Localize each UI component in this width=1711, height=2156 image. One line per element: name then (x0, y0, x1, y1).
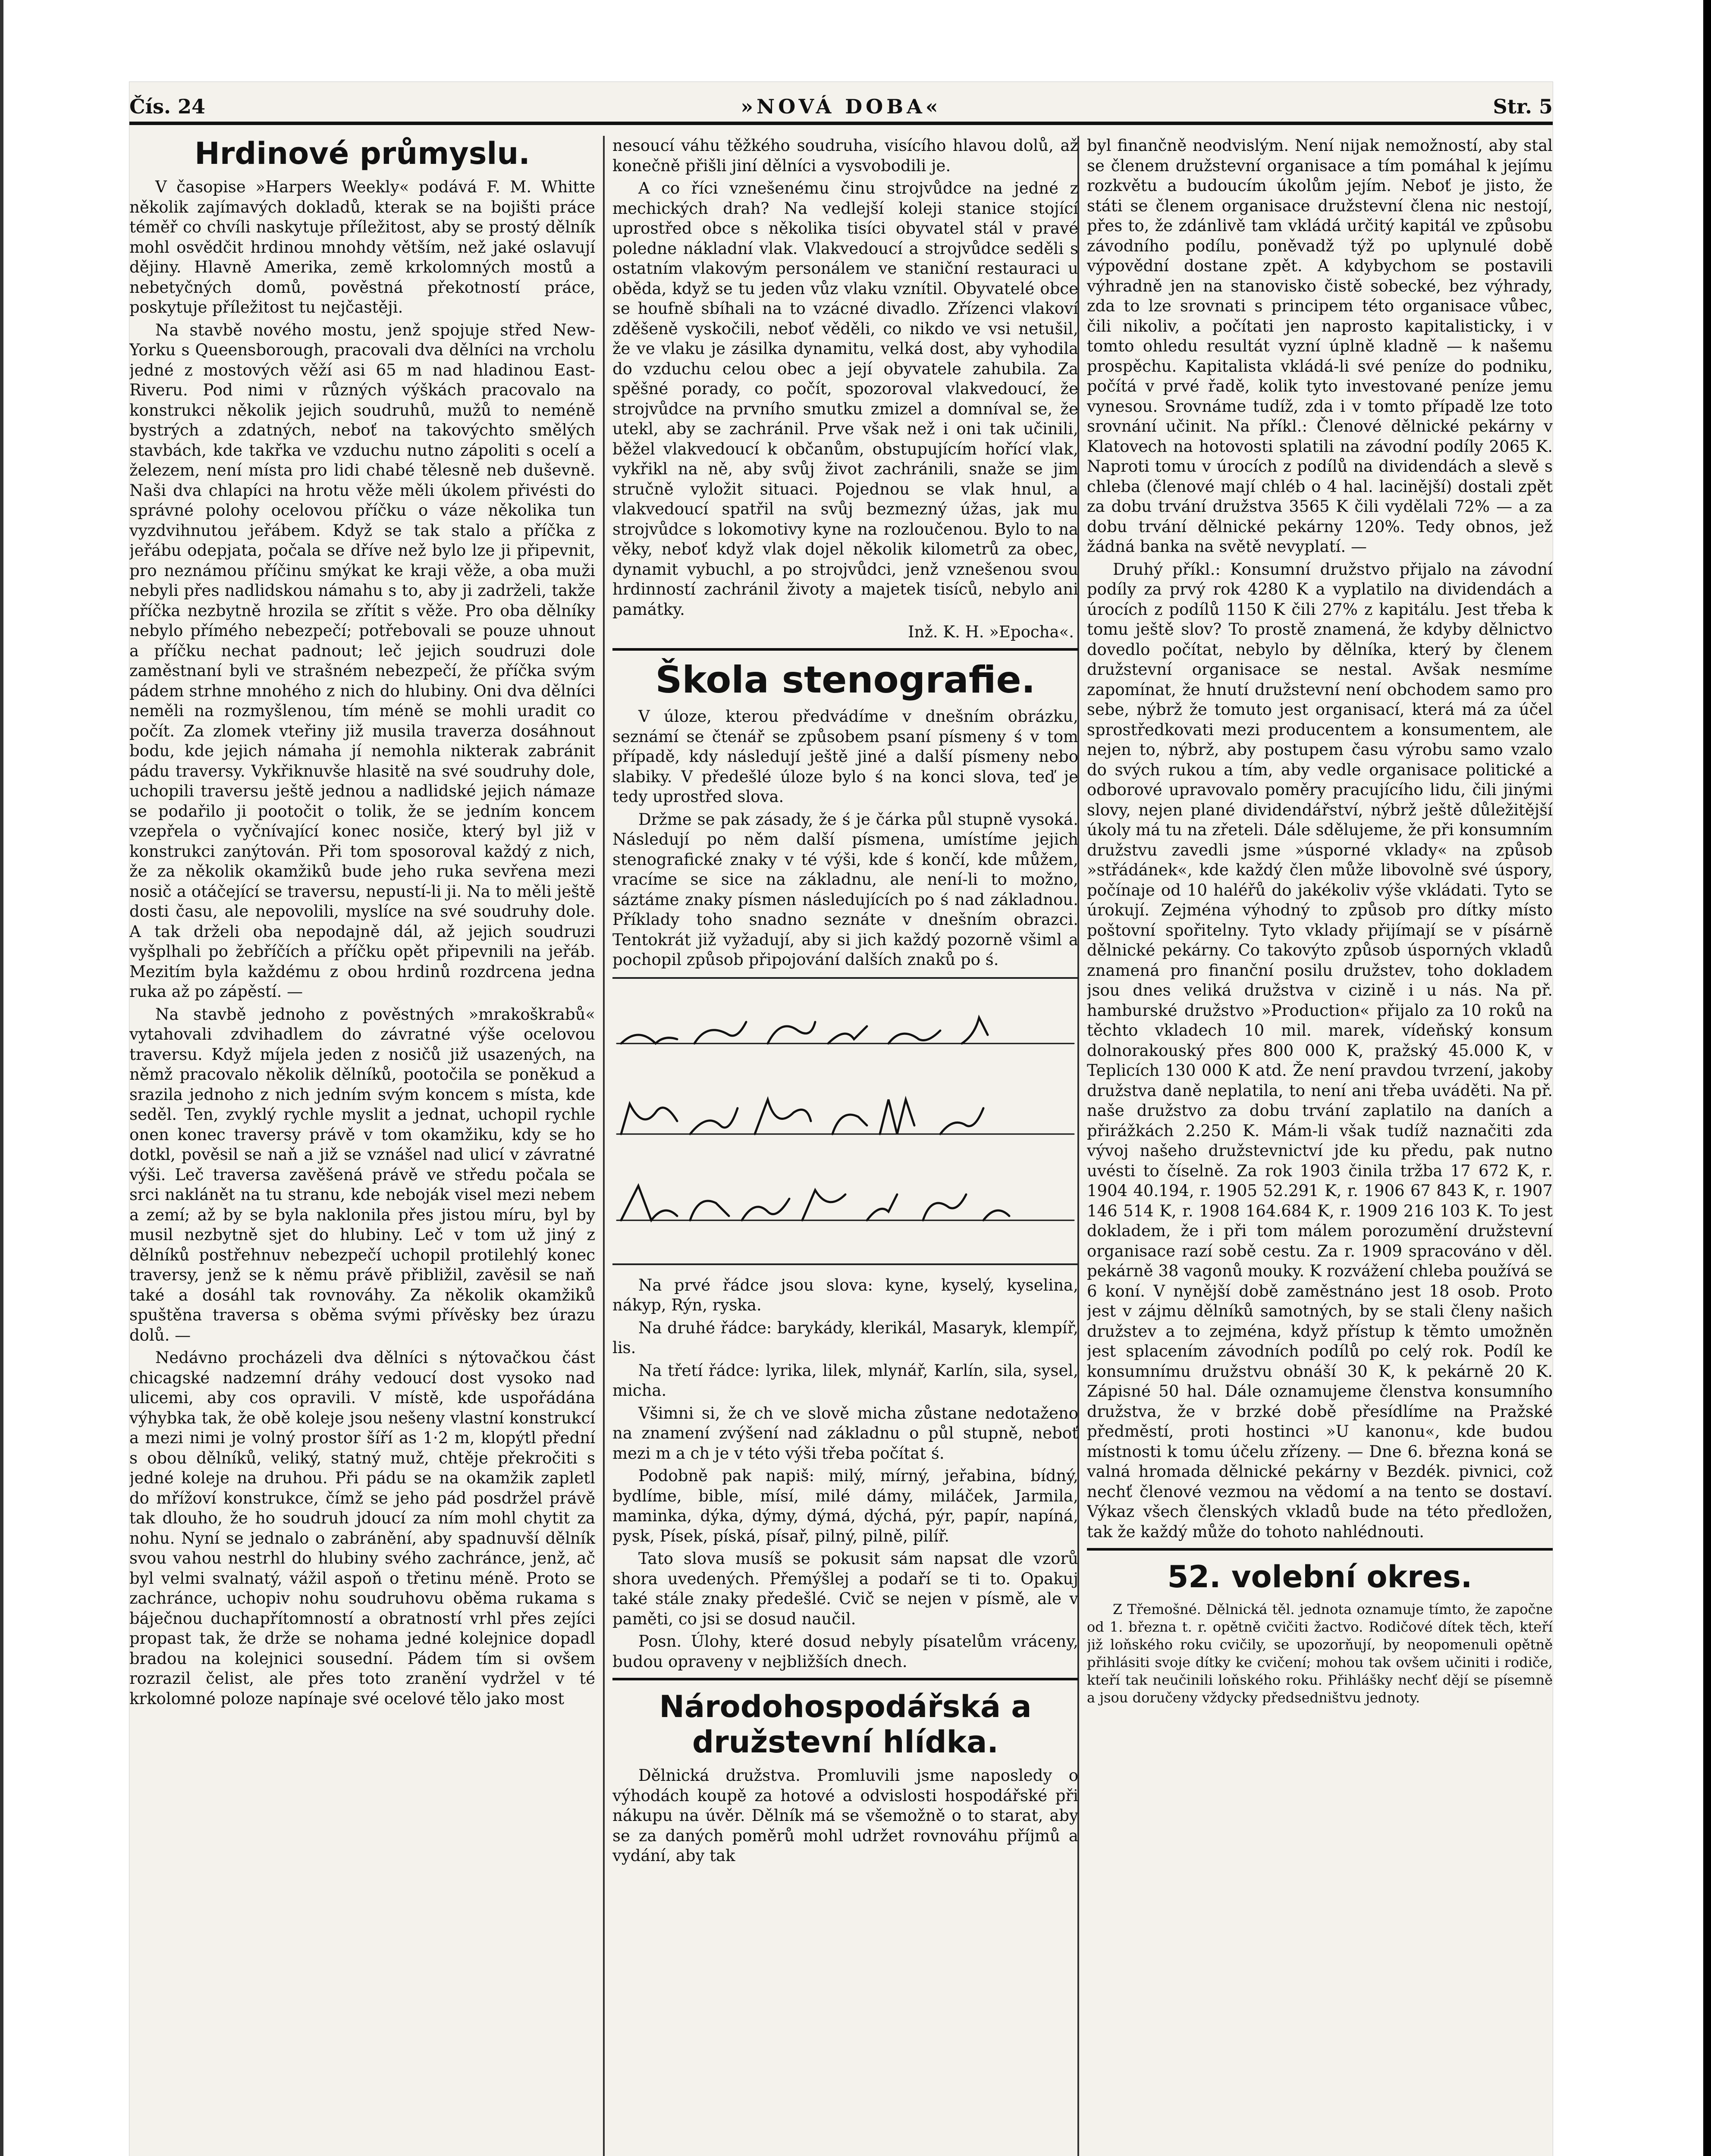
article-paragraph: Všimni si, že ch ve slově micha zůstane nedotaženo na znamení zvýšení nad základnu o půl stupně, neboť mezi m a ch je v této výši třeba počítat ś. (612, 1404, 1078, 1463)
column-1 (129, 136, 595, 2156)
section-divider (1087, 1548, 1553, 1551)
newspaper-name: »NOVÁ DOBA« (741, 95, 942, 118)
column-2 (612, 136, 1078, 2156)
section-title-volebni-okres: 52. volební okres. (1167, 1559, 1472, 1595)
issue-number: Čís. 24 (129, 95, 206, 118)
article-paragraph: Nedávno procházeli dva dělníci s nýtovačkou část chicagské nadzemní dráhy vedoucí dost vysoko nad ulicemi, aby cos opravili. V místě, kde uspořádána výhybka tak, že obě koleje jsou nešeny vlastní konstrukcí a mezi nimi je volný prostor šíří as 1·2 m, klopýtl přední s obou dělníků, veliký, statný muž, chtěje překročiti s jedné koleje na druhou. Při pádu se na okamžik zapletl do mřížoví konstrukce, čímž se jeho pád posdržel právě tak dlouho, že ho soudruh jdoucí za ním mohl chytit za nohu. Nyní se jednalo o zabránění, aby spadnuvší dělník svou vahou nestrhl do hlubiny svého zachránce, jenž, ač byl velmi svalnatý, vážil aspoň o třetinu méně. Proto se zachránce, uchopiv nohu soudruhovu oběma rukama s báječnou duchapřítomností a obratností vrhl přes zejíci propast tak, že drže se nohama jedné kolejnice dopadl bradou na kolejnici sousední. Pádem tím si ovšem rozrazil čelist, ale přes toto zranění vydržel v té krkolomné poloze napínaje své ocelové tělo jako most (129, 1348, 595, 1708)
article-signature: Inž. K. H. »Epocha«. (907, 623, 1074, 641)
article-paragraph: nesoucí váhu těžkého soudruha, visícího hlavou dolů, až konečně přišli jiní dělníci a vysvobodili je. (612, 136, 1078, 175)
page-number: Str. 5 (1493, 95, 1553, 118)
page-header (129, 95, 1553, 125)
article-paragraph: Na třetí řádce: lyrika, lilek, mlynář, Karlín, sila, sysel, micha. (612, 1361, 1078, 1400)
article-paragraph: V časopise »Harpers Weekly« podává F. M. Whitte několik zajímavých dokladů, kterak se na bojišti práce téměř co chvíli naskytuje příležitost, aby se prostý dělník mohl osvědčit hrdinou mnohdy větším, než jaké oslavují dějiny. Hlavně Amerika, země krkolomných mostů a nebetyčných domů, pověstná překotností práce, poskytuje příležitost tu nejčastěji. (129, 178, 595, 317)
steno-row-3-strokes (621, 1186, 1009, 1220)
article-paragraph: Držme se pak zásady, že ś je čárka půl stupně vysoká. Následují po něm další písmena, umístíme jejich stenografické znaky v té výši, kde ś končí, kde můžem, vracíme se sice na základnu, ale není-li to možno, sáztáme znaky písmen následujících po ś nad základnou. Příklady toho snadno seznáte v dnešním obrazci. Tentokrát již vyžadují, aby si jich každý pozorně všiml a pochopil způsob připojování dalších znaků po ś. (612, 810, 1078, 969)
section-title-stenografie: Škola stenografie. (655, 658, 1036, 702)
section-divider (612, 1678, 1078, 1680)
stenography-strokes-svg (612, 979, 1078, 1263)
section-title-narodohospodarska: Národohospodářská a družstevní hlídka. (659, 1689, 1032, 1760)
newspaper-page (129, 82, 1553, 2156)
stenography-illustration (612, 977, 1078, 1265)
article-paragraph: Na druhé řádce: barykády, klerikál, Masaryk, klempíř, lis. (612, 1318, 1078, 1357)
header-rule (129, 122, 1553, 125)
article-paragraph: Tato slova musíš se pokusit sám napsat dle vzorů shora uvedených. Přemýšlej a podaří se ti to. Opakuj také stále znaky předešlé. Cvič se nejen v písmě, ale v paměti, co jsi se dosud naučil. (612, 1549, 1078, 1628)
district-news (1087, 1601, 1553, 1707)
article-paragraph: Dělnická družstva. Promluvili jsme naposledy o výhodách koupě za hotové a odvislosti hospodářské při nákupu na úvěr. Dělník má se všemožně o to starat, aby se za daných poměrů mohl udržet rovnováhu příjmů a vydání, aby tak (612, 1766, 1078, 1865)
column-3 (1087, 136, 1553, 2156)
article-paragraph: A co říci vznešenému činu strojvůdce na jedné z mechických drah? Na vedlejší koleji stanice stojící uprostřed obce s několika tisíci obyvatel stál v pravé poledne nákladní vlak. Vlakvedoucí a strojvůdce seděli s ostatním vlakovým personálem ve staniční restauraci u oběda, když se tu jeden vůz vlaku vznítil. Obyvatelé obce se houfně sbíhali na to vzácné divadlo. Zřízenci vlakoví zděšeně vyskočili, neboť věděli, co nikdo ve vsi netušil, že ve vlaku je zásilka dynamitu, velká dost, aby vyhodila do vzduchu celou obec a její obyvatele zahubila. Za spěšné porady, co počít, spozoroval vlakvedoucí, že strojvůdce na prvního smutku zmizel a domníval se, že utekl, aby se zachránil. Prve však než i oni tak učinili, běžel vlakvedoucí k občanům, obstupujícím hořící vlak, vykřikl na ně, aby svůj život zachránili, snaže se jim stručně vyložit situaci. Pojednou se vlak hnul, a vlakvedoucí spatřil na svůj bezmezný úžas, jak mu strojvůdce s lokomotivy kyne na rozloučenou. Bylo to na věky, neboť když vlak dojel několik kilometrů za obec, dynamit vybuchl, a po strojvůdci, jenž vznešenou svou hrdinností zachránil životy a majetek tisíců, nebylo ani památky. (612, 179, 1078, 619)
scan-right-edge (1703, 0, 1711, 2156)
article-paragraph: byl finančně neodvislým. Není nijak nemožností, aby stal se členem družstevní organisace a tím pomáhal k jejímu rozkvětu a budoucím úkolům jejím. Neboť je jisto, že státi se členem organisace družstevní člena nic nestojí, přes to, že zdánlivě tam vkládá určitý kapitál ve způsobu závodního podílu, poněvadž týž po uplynulé době výpovědní dostane zpět. A kdybychom se postavili výhradně jen na stanovisko čistě sobecké, bez výhrady, zda to lze srovnati s principem této organisace vůbec, čili nikoliv, a počítati jen naprosto kapitalisticky, i v tomto ohledu resultát vyzní úplně kladně — k našemu prospěchu. Kapitalista vkládá-li své peníze do podniku, počítá v prvé řadě, kolik tyto investované peníze jemu vynesou. Srovnáme tudíž, zda i v tomto případě lze toto srovnání učinit. Na příkl.: Členové dělnické pekárny v Klatovech na hotovosti splatili na závodní podíly 2065 K. Naproti tomu v úrocích z podílů na dividendách a slevě s chleba (členové mají chléb o 4 hal. lacinější) dostali zpět za dobu trvání družstva 3565 K čili vydělali 72% — a za dobu trvání dělnické pekárny 120%. Tedy obnos, jež žádná banka na světě nevyplatí. — (1087, 136, 1553, 556)
section-divider (612, 648, 1078, 651)
steno-row-2-strokes (621, 1100, 983, 1134)
steno-row-1-strokes (621, 1018, 988, 1044)
article-paragraph: V úloze, kterou předvádíme v dnešním obrázku, seznámí se čtenář se způsobem psaní písmeny ś v tom případě, kdy následují ještě jiné a další písmeny nebo slabiky. V předešlé úloze bylo ś na konci slova, teď je tedy uprostřed slova. (612, 707, 1078, 806)
article-paragraph: Na stavbě jednoho z pověstných »mrakoškrabů« vytahovali zdvihadlem do závratné výše ocelovou traversu. Když míjela jeden z nosičů již usazených, na němž pracovalo několik dělníků, pootočila se poněkud a srazila jednoho z nich jedním svým koncem s místa, kde seděl. Ten, zvyklý rychle myslit a jednat, uchopil rychle onen konec traversy právě v tom okamžiku, kdy se ho dotkl, pověsil se naň a již se vznášel nad ulicí v závratné výši. Leč traversa zavěšená právě ve středu počala se srci naklánět na tu stranu, kde neboják visel mezi nebem a zemí; až by se byla naklonila přes jistou míru, byl by musil nezbytně sjet do hlubiny. Leč v tom už jiný z dělníků postřehnuv nebezpečí uchopil protilehlý konec traversy, jenž se k němu právě přibližil, zavěsil se naň také a dosáhl tak rovnováhy. Za několik okamžiků spuštěna traversa s oběma svými přívěsky bez úrazu dolů. — (129, 1005, 595, 1344)
article-paragraph: Na prvé řádce jsou slova: kyne, kyselý, kyselina, nákyp, Rýn, ryska. (612, 1275, 1078, 1314)
article-paragraph: Druhý příkl.: Konsumní družstvo přijalo na závodní podíly za prvý rok 4280 K a vyplatilo na dividendách a úrocích z podílů 1150 K čili 27% z kapitálu. Jest třeba k tomu ještě slov? To prostě znamená, že kdyby dělnictvo dovedlo počítat, nebylo by dělníka, který by členem družstevní organisace se nestal. Avšak nesmíme zapomínat, že hnutí družstevní není obchodem samo pro sebe, nýbrž že tomuto jest organisací, která má za účel sprostředkovati mezi producentem a konsumentem, ale nejen to, nýbrž, aby postupem času výrobu samo vzalo do svých rukou a tím, aby vedle organisace politické a odborové upravovalo poměry pracujícího lidu, čili jinými slovy, nejen plané dividendářství, nýbrž ještě důležitější úkoly má tu na zřeteli. Dále sdělujeme, že při konsumním družstvu zavedli jsme »úsporné vklady« na způsob »střádánek«, kde každý člen může libovolně své úspory, počínaje od 10 haléřů do jakékoliv výše vkládati. Tyto se úrokují. Zejména výhodný to způsob pro dítky místo poštovní spořitelny. Tyto vklady přijímají se v písárně dělnické pekárny. Co takovýto způsob úsporných vkladů znamená pro finanční posilu družstev, toho dokladem jsou dnes veliká družstva v cizině i u nás. Na př. hamburské družstvo »Production« přijalo za 10 roků na těchto vkladech 10 mil. marek, vídeňský konsum dolnorakouský přes 800 000 K, pražský 45.000 K, v Teplicích 130 000 K atd. Že není pravdou tvrzení, jakoby družstva daně neplatila, to není ani třeba uváděti. Na př. naše družstvo za dobu trvání zaplatilo na daních a přirážkách 2.250 K. Mám-li však tudíž naznačiti zda vývoj našeho družstevnictví jde ku předu, pak nutno uvésti to číselně. Za rok 1903 činila tržba 17 672 K, r. 1904 40.194, r. 1905 52.291 K, r. 1906 67 843 K, r. 1907 146 514 K, r. 1908 164.684 K, r. 1909 216 103 K. To jest dokladem, že i při tom málem porozumění družstevní organisace razí sobě cestu. Za r. 1909 spracováno v děl. pekárně 38 vagonů mouky. K rozvážení chleba používá se 6 koní. V nynější době zaměstnáno jest 18 osob. Proto jest v zájmu dělníků samotných, by se stali členy našich družstev a to zejména, když přístup k těmto umožněn jest splacením závodních podílů po celý rok. Podíl ke konsumnímu družstvu obnáší 30 K, k pekárně 20 K. Zápisné 50 hal. Dále oznamujeme členstva konsumního družstva, že v brzké době přesídlíme na Pražské předměstí, proti hostinci »U kanonu«, kde budou místnosti k tomu účelu zřízeny. — Dne 6. března koná se valná hromada dělnické pekárny v Bezdék. pivnici, což nechť členové vezmou na vědomí a na tento se dostaví. Výkaz všech členských vkladů bude na této předložen, tak že každý může do tohoto nahlédnouti. (1087, 560, 1553, 1541)
article-paragraph: Podobně pak napiš: milý, mírný, jeřabina, bídný, bydlíme, bible, mísí, milé dámy, miláček, Jarmila, maminka, dýka, dýmy, dýmá, dýchá, pýr, papír, napíná, pysk, Písek, píská, písař, pilný, pilně, pilíř. (612, 1467, 1078, 1545)
column-divider-1 (603, 136, 605, 2156)
article-paragraph: Z Třemošné. Dělnická těl. jednota oznamuje tímto, že započne od 1. března t. r. opětně cvičiti žactvo. Rodičové dítek těch, kteří již loňského roku cvičily, se upozorňují, by neopomenuli opětně přihlásiti svoje dítky ke cvičení; mohou tak ovšem učiniti i rodiče, kteří tak neučinili loňského roku. Přihlášky nechť dějí se písemně a jsou doručeny vždycky předsedništvu jednoty. (1087, 1601, 1553, 1706)
article-paragraph: Na stavbě nového mostu, jenž spojuje střed New-Yorku s Queensborough, pracovali dva dělníci na vrcholu jedné z mostových věží asi 65 m nad hladinou East-Riveru. Pod nimi v různých výškách pracovalo na konstrukci několik jejich soudruhů, mužů to neméně bystrých a zdatných, neboť na takovýchto smělých stavbách, kde takřka ve vzduchu nutno zápoliti s ocelí a železem, není místa pro lidi chabé tělesně neb duševně. Naši dva chlapíci na hrotu věže měli úkolem přivésti do správné polohy ocelovou příčku o váze několika tun vyzdvihnutou jeřábem. Když se tak stalo a příčka z jeřábu odepjata, počala se dříve než bylo lze ji připevnit, pro neznámou příčinu smýkat ke kraji věže, a oba muži nebyli přes nadlidskou námahu s to, aby ji zadrželi, takže příčka nezbytně hrozila se zřítit s věže. Pro oba dělníky nebylo přímého nebezpečí; potřebovali se pouze uhnout a příčku nechat padnout; leč jejich soudruzi dole zaměstnaní byli ve strašném nebezpečí, že příčka svým pádem strhne mnohého z nich do hlubiny. Oni dva dělníci neměli na rozmyšlenou, tím méně se mohli uradit co počít. Za zlomek vteřiny již musila traverza dosáhnout bodu, kde jejich námaha jí nemohla nikterak zabránit pádu traversy. Vykřiknuvše hlasitě na své soudruhy dole, uchopili traversu ještě jednou a nadlidské jejich námaze se podařilo ji pootočit o tolik, že se jedním koncem vzepřela o vyčnívající konec nosiče, který byl již v konstrukci zanýtován. Při tom sposoroval každý z nich, že za několik okamžiků bude jeho ruka sevřena mezi nosič a otáčející se traversu, nepustí-li ji. Na to měli ještě dosti času, ale nepovolili, myslíce na své soudruhy dole. A tak drželi oba nepodajně dál, až jejich soudruzi vyšplhali po žebříčích a příčku opět připevnili na jeřáb. Mezitím byla každému z obou hrdinů rozdrcena jedna ruka až po zápěstí. — (129, 320, 595, 1001)
article-title-hrdinove: Hrdinové průmyslu. (195, 136, 530, 171)
article-paragraph: Posn. Úlohy, které dosud nebyly písatelům vráceny, budou opraveny v nejbližších dnech. (612, 1632, 1078, 1671)
scan-left-edge (0, 0, 3, 2156)
